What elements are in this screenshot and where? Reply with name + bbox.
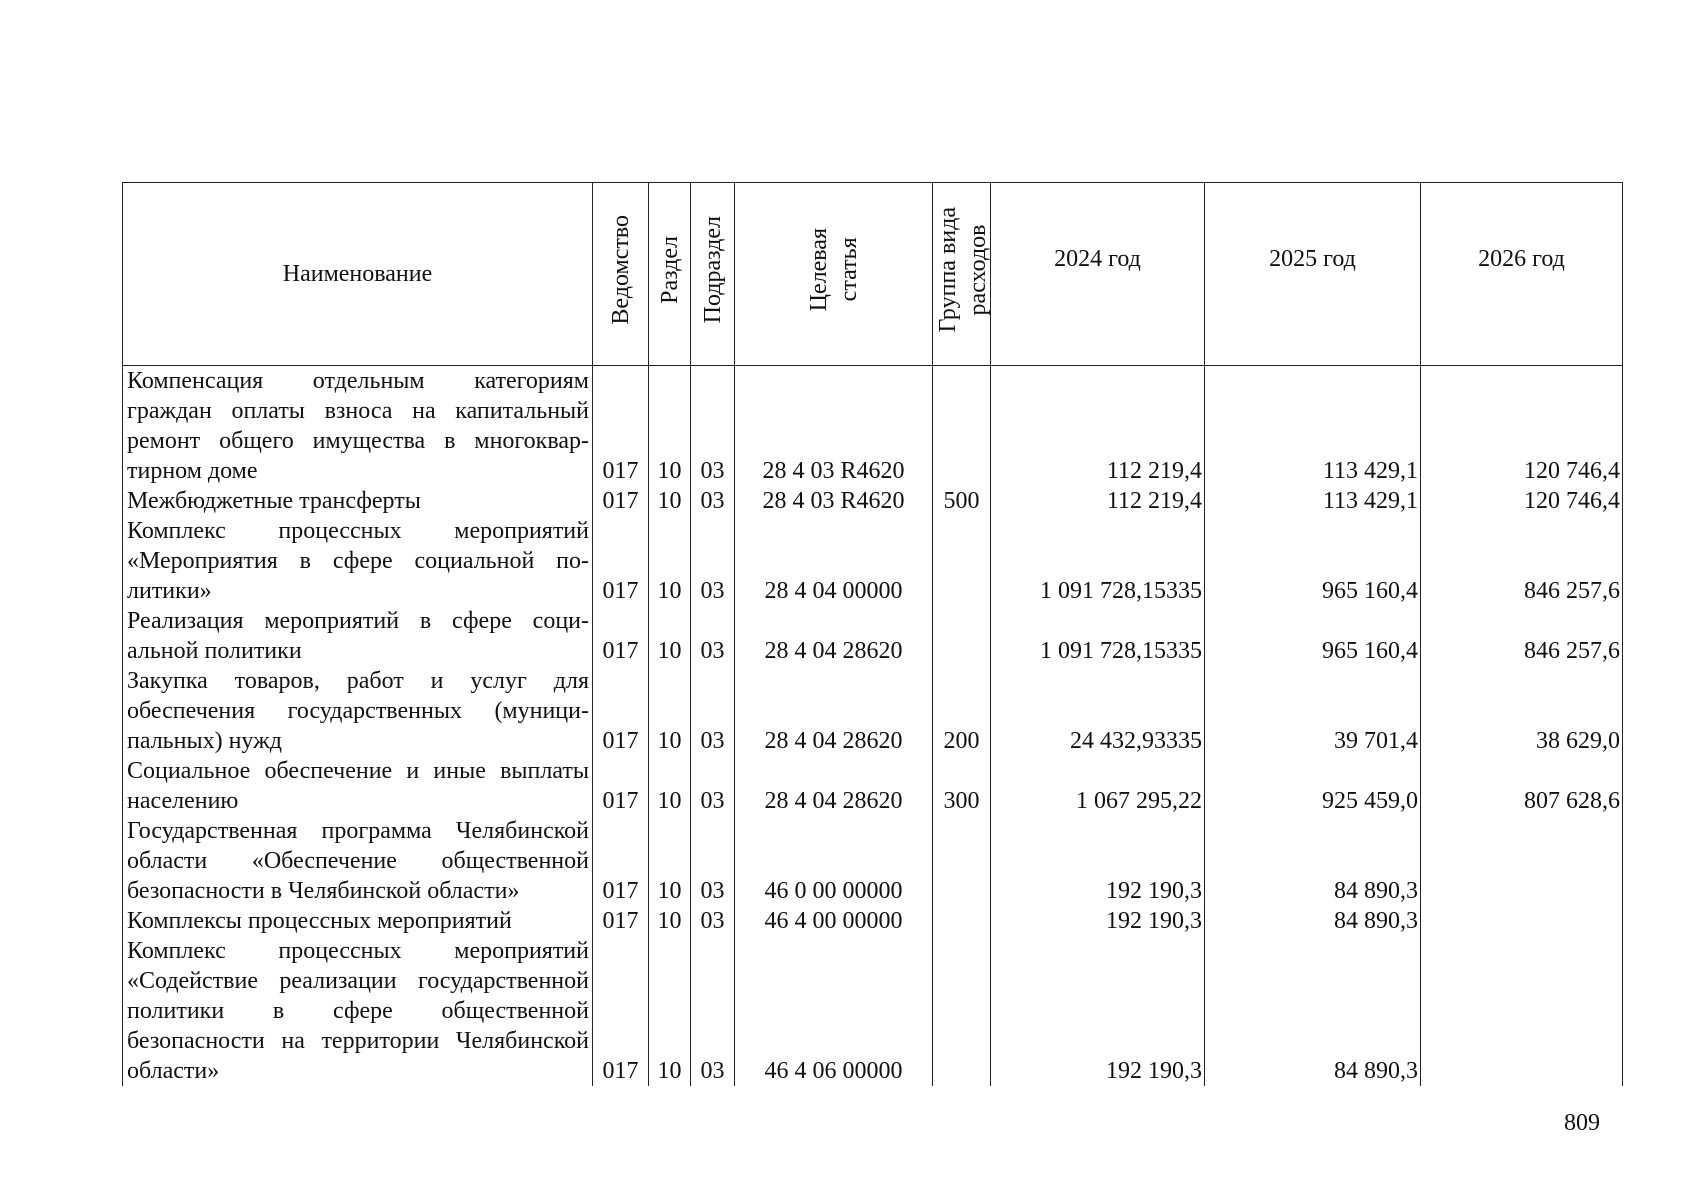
cell-2025: 39 701,4 — [1205, 666, 1421, 756]
header-expense-group: Группа вида расходов — [933, 183, 991, 366]
cell-subsection: 03 — [691, 486, 735, 516]
cell-2024: 192 190,3 — [991, 936, 1205, 1086]
cell-2025: 84 890,3 — [1205, 906, 1421, 936]
cell-department: 017 — [593, 666, 649, 756]
cell-target-article: 28 4 03 R4620 — [735, 486, 933, 516]
cell-department: 017 — [593, 816, 649, 906]
cell-2025: 84 890,3 — [1205, 816, 1421, 906]
page-number: 809 — [1564, 1110, 1600, 1136]
cell-expense-group — [933, 906, 991, 936]
cell-name: Межбюджетные трансферты — [123, 486, 593, 516]
cell-section: 10 — [649, 756, 691, 816]
cell-target-article: 28 4 04 28620 — [735, 756, 933, 816]
table-row — [123, 906, 1623, 936]
cell-name: Закупка товаров, работ и услуг для обеспечения государственных (муниципальных) нужд — [123, 666, 593, 756]
cell-expense-group: 300 — [933, 756, 991, 816]
cell-subsection: 03 — [691, 906, 735, 936]
header-name: Наименование — [123, 183, 593, 366]
cell-name: Компенсация отдельным категориям граждан оплаты взноса на капитальный ремонт общего имущества в многоквартирном доме — [123, 366, 593, 487]
cell-section: 10 — [649, 486, 691, 516]
cell-name: Комплексы процессных мероприятий — [123, 906, 593, 936]
cell-2025: 84 890,3 — [1205, 936, 1421, 1086]
cell-2026: 846 257,6 — [1421, 516, 1623, 606]
table-row — [123, 366, 1623, 487]
cell-expense-group — [933, 816, 991, 906]
cell-subsection: 03 — [691, 816, 735, 906]
cell-2026: 807 628,6 — [1421, 756, 1623, 816]
table-body — [123, 366, 1623, 1087]
cell-2024: 24 432,93335 — [991, 666, 1205, 756]
table-row — [123, 516, 1623, 606]
cell-2026 — [1421, 936, 1623, 1086]
cell-name: Реализация мероприятий в сфере социальной политики — [123, 606, 593, 666]
header-2024: 2024 год — [991, 183, 1205, 366]
table-row — [123, 816, 1623, 906]
table-row — [123, 666, 1623, 756]
cell-2026: 846 257,6 — [1421, 606, 1623, 666]
cell-2025: 925 459,0 — [1205, 756, 1421, 816]
cell-2026: 38 629,0 — [1421, 666, 1623, 756]
cell-2024: 1 091 728,15335 — [991, 516, 1205, 606]
cell-department: 017 — [593, 936, 649, 1086]
cell-expense-group — [933, 606, 991, 666]
header-target-article: Целевая статья — [735, 183, 933, 366]
cell-subsection: 03 — [691, 756, 735, 816]
cell-department: 017 — [593, 756, 649, 816]
cell-2025: 965 160,4 — [1205, 606, 1421, 666]
table-row — [123, 756, 1623, 816]
table-row — [123, 486, 1623, 516]
cell-subsection: 03 — [691, 516, 735, 606]
cell-name: Комплекс процессных мероприятий «Содействие реализации государственной политики в сфере общественной безопасности на территории Челябинской области» — [123, 936, 593, 1086]
cell-2024: 192 190,3 — [991, 816, 1205, 906]
cell-2025: 965 160,4 — [1205, 516, 1421, 606]
cell-2024: 192 190,3 — [991, 906, 1205, 936]
cell-2024: 1 091 728,15335 — [991, 606, 1205, 666]
cell-target-article: 46 4 00 00000 — [735, 906, 933, 936]
cell-target-article: 28 4 04 28620 — [735, 606, 933, 666]
cell-name: Государственная программа Челябинской области «Обеспечение общественной безопасности в Челябинской области» — [123, 816, 593, 906]
budget-table — [122, 182, 1623, 1086]
table-row — [123, 936, 1623, 1086]
cell-section: 10 — [649, 606, 691, 666]
cell-department: 017 — [593, 516, 649, 606]
table-row — [123, 606, 1623, 666]
table-header — [123, 183, 1623, 366]
cell-expense-group: 200 — [933, 666, 991, 756]
cell-name: Комплекс процессных мероприятий «Мероприятия в сфере социальной политики» — [123, 516, 593, 606]
cell-subsection: 03 — [691, 666, 735, 756]
cell-subsection: 03 — [691, 366, 735, 487]
cell-department: 017 — [593, 906, 649, 936]
cell-expense-group — [933, 516, 991, 606]
header-department: Ведомство — [593, 183, 649, 366]
header-2025: 2025 год — [1205, 183, 1421, 366]
cell-expense-group — [933, 366, 991, 487]
cell-department: 017 — [593, 606, 649, 666]
cell-section: 10 — [649, 936, 691, 1086]
cell-subsection: 03 — [691, 606, 735, 666]
cell-2026: 120 746,4 — [1421, 366, 1623, 487]
cell-section: 10 — [649, 366, 691, 487]
cell-target-article: 46 0 00 00000 — [735, 816, 933, 906]
cell-section: 10 — [649, 906, 691, 936]
cell-2025: 113 429,1 — [1205, 366, 1421, 487]
cell-department: 017 — [593, 366, 649, 487]
cell-target-article: 28 4 04 00000 — [735, 516, 933, 606]
header-section: Раздел — [649, 183, 691, 366]
cell-section: 10 — [649, 816, 691, 906]
header-2026: 2026 год — [1421, 183, 1623, 366]
cell-name: Социальное обеспечение и иные выплаты населению — [123, 756, 593, 816]
cell-2026 — [1421, 816, 1623, 906]
cell-subsection: 03 — [691, 936, 735, 1086]
cell-section: 10 — [649, 516, 691, 606]
cell-2026 — [1421, 906, 1623, 936]
cell-2025: 113 429,1 — [1205, 486, 1421, 516]
cell-expense-group: 500 — [933, 486, 991, 516]
cell-2024: 112 219,4 — [991, 366, 1205, 487]
header-subsection: Подраздел — [691, 183, 735, 366]
cell-2026: 120 746,4 — [1421, 486, 1623, 516]
cell-section: 10 — [649, 666, 691, 756]
cell-target-article: 28 4 03 R4620 — [735, 366, 933, 487]
cell-2024: 112 219,4 — [991, 486, 1205, 516]
cell-expense-group — [933, 936, 991, 1086]
cell-target-article: 46 4 06 00000 — [735, 936, 933, 1086]
cell-department: 017 — [593, 486, 649, 516]
cell-2024: 1 067 295,22 — [991, 756, 1205, 816]
cell-target-article: 28 4 04 28620 — [735, 666, 933, 756]
